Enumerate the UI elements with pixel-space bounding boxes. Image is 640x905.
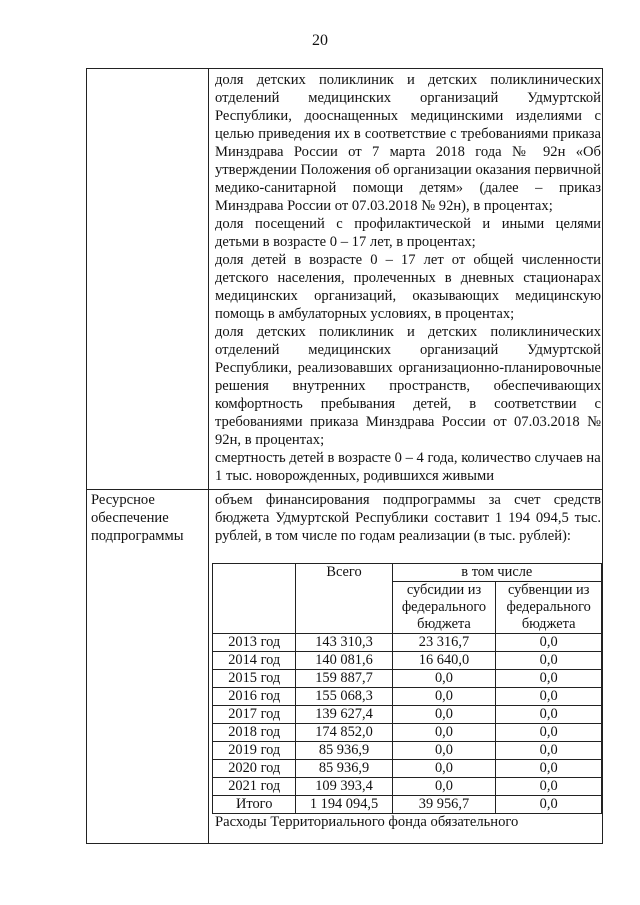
subventions-header: субвенции из федерального бюджета [496, 582, 602, 634]
total-cell: 155 068,3 [296, 688, 392, 706]
subventions-cell: 0,0 [496, 688, 602, 706]
total-header: Всего [296, 564, 392, 634]
indicator-paragraph: доля детских поликлиник и детских поликлинических отделений медицинских организаций Удмуртской Республики, реализовавших организационно-планировочные решения внутренних пространств, обеспечивающих комфортность пребывания детей, в соответствии с требованиями приказа Минздрава России от 07.03.2018 № 92н, в процентах; [215, 324, 601, 448]
column-divider [208, 69, 209, 843]
total-cell: 143 310,3 [296, 634, 392, 652]
subventions-cell: 0,0 [496, 778, 602, 796]
trailing-text: Расходы Территориального фонда обязательного [215, 814, 519, 830]
indicator-paragraph: доля детских поликлиник и детских поликлинических отделений медицинских организаций Удмуртской Республики, дооснащенных медицинскими изделиями с целью приведения их в соответствие с требованиями приказа Минздрава России от 7 марта 2018 года № 92н «Об утверждении Положения об организации оказания первичной медико-санитарной помощи детям» (далее – приказ Минздрава России от 07.03.2018 № 92н), в процентах; [215, 72, 601, 214]
section-label-line: Ресурсное [91, 492, 155, 508]
year-cell: 2013 год [213, 634, 296, 652]
year-cell: 2019 год [213, 742, 296, 760]
subsidies-cell: 0,0 [392, 688, 496, 706]
table-row [213, 742, 602, 760]
total-cell: 140 081,6 [296, 652, 392, 670]
subsidies-cell: 23 316,7 [392, 634, 496, 652]
subsidies-cell: 0,0 [392, 760, 496, 778]
table-row [213, 760, 602, 778]
year-cell: 2020 год [213, 760, 296, 778]
section-label-line: обеспечение [91, 510, 169, 526]
table-row [213, 778, 602, 796]
total-cell: 1 194 094,5 [296, 796, 392, 814]
year-cell: 2016 год [213, 688, 296, 706]
table-row [213, 706, 602, 724]
table-row [213, 670, 602, 688]
total-cell: 85 936,9 [296, 742, 392, 760]
indicator-paragraph: доля детей в возрасте 0 – 17 лет от общей численности детского населения, пролеченных в дневных стационарах медицинских организаций, оказывающих медицинскую помощь в амбулаторных условиях, в процентах; [215, 252, 601, 322]
section-label [91, 491, 203, 545]
subventions-cell: 0,0 [496, 760, 602, 778]
subsidies-cell: 39 956,7 [392, 796, 496, 814]
table-total-row [213, 796, 602, 814]
section-label-line: подпрограммы [91, 528, 184, 544]
indicator-list [215, 71, 601, 485]
table-row [213, 634, 602, 652]
subsidies-cell: 0,0 [392, 724, 496, 742]
subsidies-cell: 0,0 [392, 742, 496, 760]
table-row [213, 724, 602, 742]
table-row [213, 688, 602, 706]
year-cell: 2015 год [213, 670, 296, 688]
subventions-cell: 0,0 [496, 724, 602, 742]
funding-intro [215, 491, 601, 545]
funding-table [212, 563, 602, 814]
subventions-cell: 0,0 [496, 706, 602, 724]
total-cell: 159 887,7 [296, 670, 392, 688]
year-header [213, 564, 296, 634]
total-cell: 174 852,0 [296, 724, 392, 742]
document-table [86, 68, 603, 844]
subsidies-cell: 0,0 [392, 670, 496, 688]
year-cell: 2014 год [213, 652, 296, 670]
subsidies-cell: 0,0 [392, 706, 496, 724]
total-cell: 85 936,9 [296, 760, 392, 778]
indicator-paragraph: доля посещений с профилактической и иными целями детьми в возрасте 0 – 17 лет, в процентах; [215, 216, 601, 250]
year-cell: 2017 год [213, 706, 296, 724]
page-number: 20 [312, 32, 328, 49]
subventions-cell: 0,0 [496, 634, 602, 652]
year-cell: 2018 год [213, 724, 296, 742]
total-cell: 109 393,4 [296, 778, 392, 796]
subventions-cell: 0,0 [496, 652, 602, 670]
indicator-paragraph: смертность детей в возрасте 0 – 4 года, количество случаев на 1 тыс. новорожденных, родившихся живыми [215, 450, 601, 484]
year-cell: Итого [213, 796, 296, 814]
subventions-cell: 0,0 [496, 670, 602, 688]
subsidies-cell: 16 640,0 [392, 652, 496, 670]
table-row [213, 652, 602, 670]
row-divider [87, 489, 602, 490]
year-cell: 2021 год [213, 778, 296, 796]
subventions-cell: 0,0 [496, 742, 602, 760]
subsidies-header: субсидии из федерального бюджета [392, 582, 496, 634]
subventions-cell: 0,0 [496, 796, 602, 814]
total-cell: 139 627,4 [296, 706, 392, 724]
funding-intro-text: объем финансирования подпрограммы за счет средств бюджета Удмуртской Республики составит 1 194 094,5 тыс. рублей, в том числе по годам реализации (в тыс. рублей): [215, 492, 601, 544]
subsidies-cell: 0,0 [392, 778, 496, 796]
group-header: в том числе [392, 564, 601, 582]
